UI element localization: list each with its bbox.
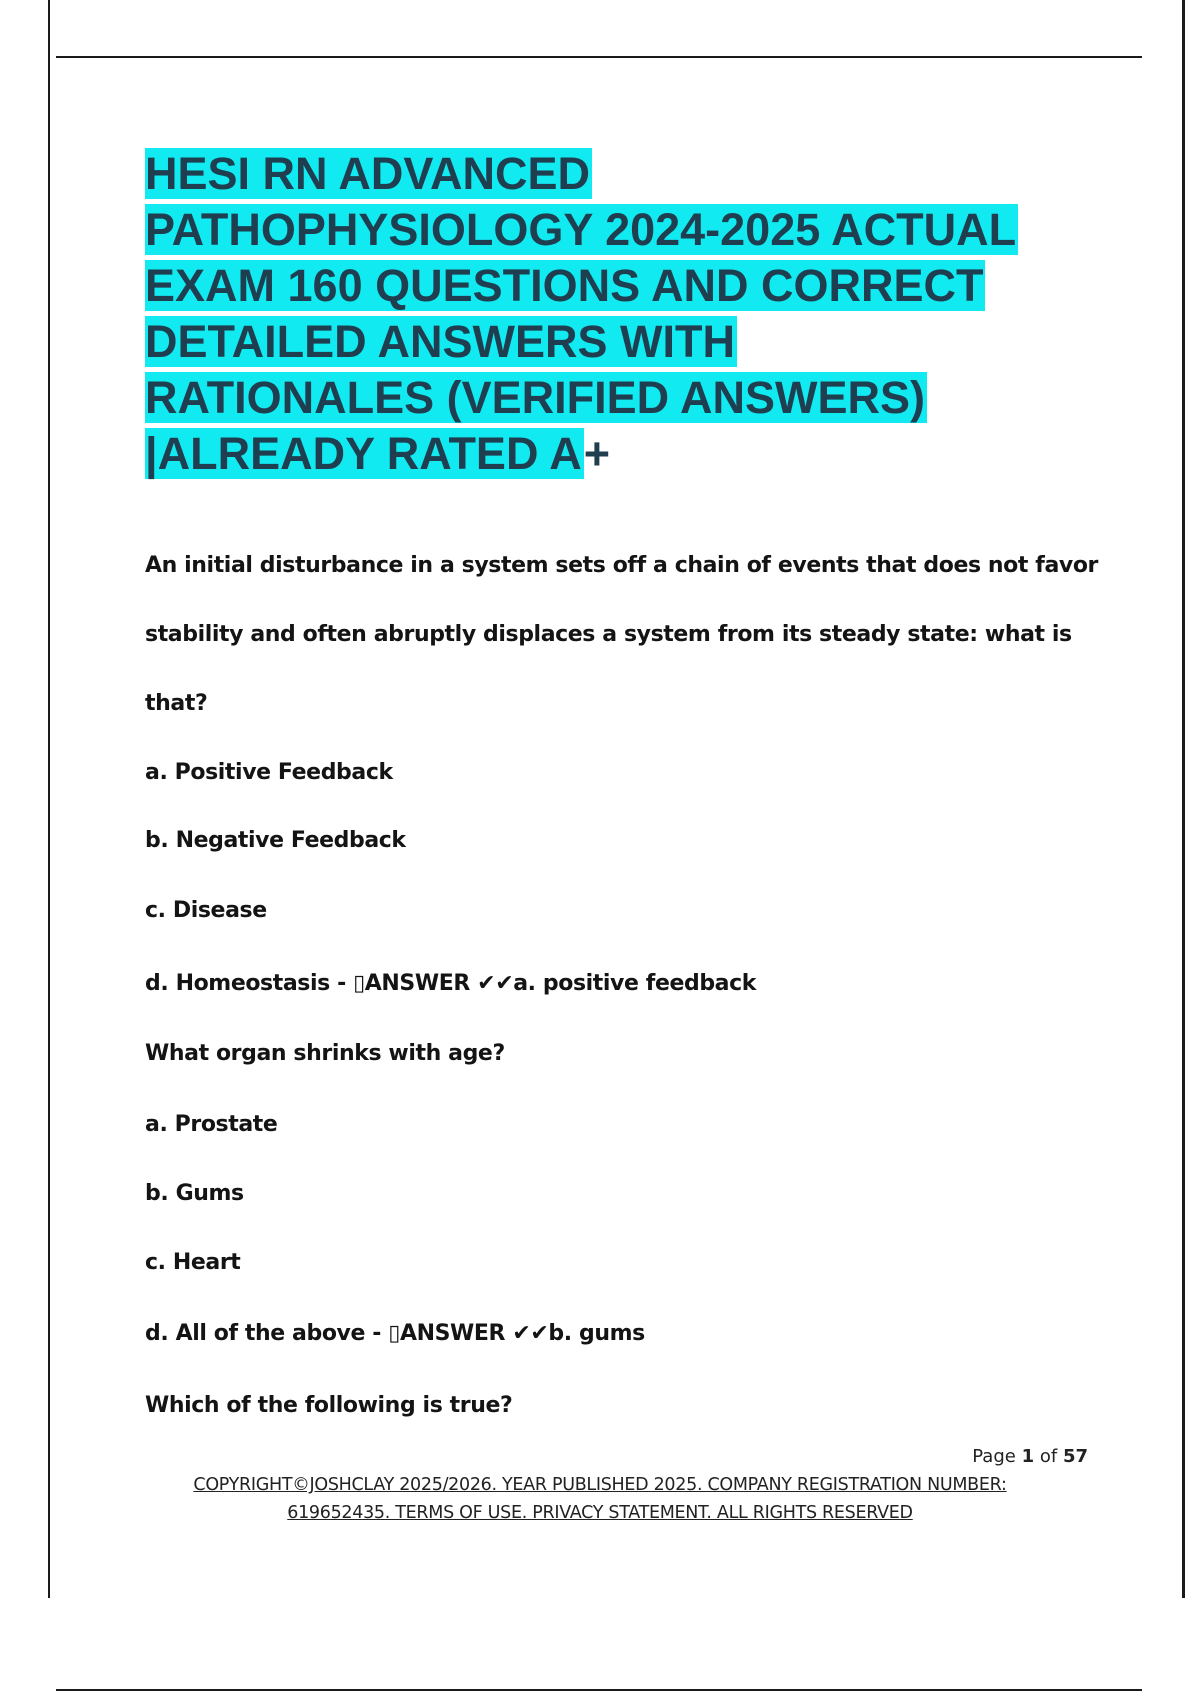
document-title <box>145 146 1105 482</box>
question-3-text: Which of the following is true? <box>145 1393 513 1418</box>
title-line: RATIONALES (VERIFIED ANSWERS) <box>145 372 926 423</box>
header-rule <box>56 56 1142 58</box>
title-line: HESI RN ADVANCED <box>145 148 591 199</box>
question-1-text-line: An initial disturbance in a system sets off a chain of events that does not favor <box>145 553 1098 578</box>
page-number <box>900 1446 1088 1467</box>
question-2-option-d-answer: d. All of the above - ▯ANSWER ✔✔b. gums <box>145 1321 645 1346</box>
question-1-option-a: a. Positive Feedback <box>145 760 393 785</box>
question-2-option-b: b. Gums <box>145 1181 244 1206</box>
question-1-text-line: stability and often abruptly displaces a system from its steady state: what is <box>145 622 1072 647</box>
page-label: Page <box>972 1446 1016 1467</box>
title-line: PATHOPHYSIOLOGY 2024-2025 ACTUAL <box>145 204 1017 255</box>
page-total: 57 <box>1062 1446 1088 1467</box>
question-1-option-d-answer: d. Homeostasis - ▯ANSWER ✔✔a. positive feedback <box>145 971 757 996</box>
page-right-border <box>1182 0 1185 1598</box>
question-1-text-line: that? <box>145 691 208 716</box>
title-line: DETAILED ANSWERS WITH <box>145 316 735 367</box>
question-2-option-c: c. Heart <box>145 1250 241 1275</box>
title-line: EXAM 160 QUESTIONS AND CORRECT <box>145 260 984 311</box>
title-line-suffix: + <box>583 428 611 479</box>
page-of-label: of <box>1039 1446 1058 1467</box>
copyright-line: 619652435. TERMS OF USE. PRIVACY STATEMENT. ALL RIGHTS RESERVED <box>287 1503 913 1523</box>
question-1-option-b: b. Negative Feedback <box>145 828 406 853</box>
question-2-option-a: a. Prostate <box>145 1112 278 1137</box>
page-current: 1 <box>1021 1446 1035 1467</box>
page-left-border <box>48 0 50 1598</box>
title-line: |ALREADY RATED A <box>145 428 582 479</box>
question-1-option-c: c. Disease <box>145 898 267 923</box>
copyright-line: COPYRIGHT©JOSHCLAY 2025/2026. YEAR PUBLISHED 2025. COMPANY REGISTRATION NUMBER: <box>193 1475 1007 1495</box>
next-page-rule <box>56 1689 1142 1691</box>
question-2-text: What organ shrinks with age? <box>145 1041 505 1066</box>
